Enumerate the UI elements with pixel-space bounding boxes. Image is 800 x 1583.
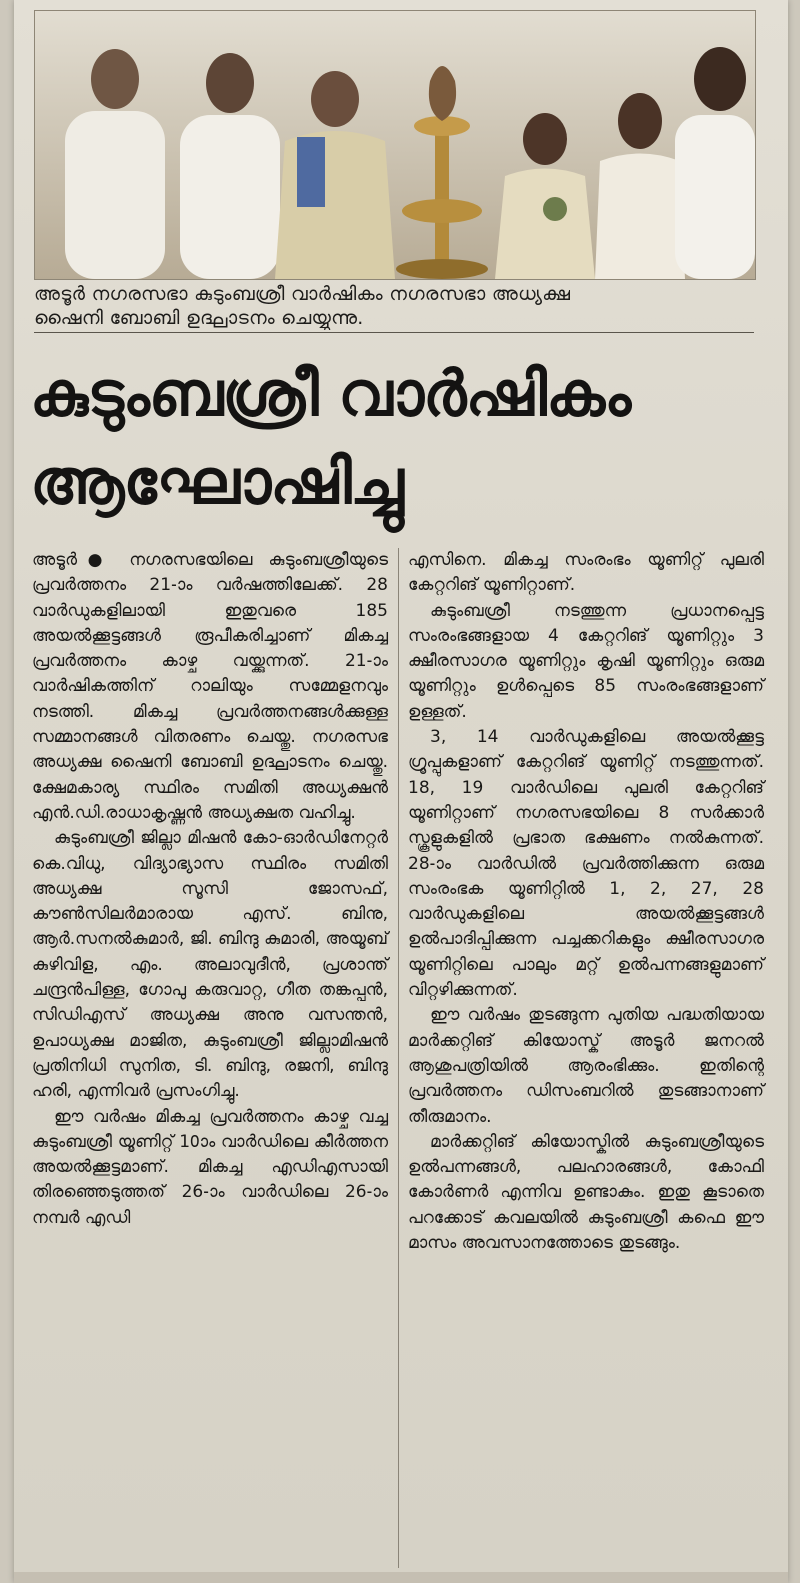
- headline-line-2: ആഘോഷിച്ചു: [30, 445, 403, 518]
- paragraph: കുടുംബശ്രീ ജില്ലാ മിഷൻ കോ-ഓർഡിനേറ്റർ കെ.വിധു, വിദ്യാഭ്യാസ സ്ഥിരം സമിതി അധ്യക്ഷ സൂസി ജോസഫ്, കൗൺസിലർമാരായ എസ്. ബിനു, ആർ.സനൽകുമാർ, ജി. ബിന്ദു കുമാരി, അയൂബ് കുഴിവിള, എം. അലാവുദീൻ, പ്രശാന്ത് ചന്ദ്രൻപിള്ള, ഗോപു കരുവാറ്റ, ഗീത തങ്കപ്പൻ, സിഡിഎസ് അധ്യക്ഷ അനു വസന്തൻ, ഉപാധ്യക്ഷ മാജിത, കുടുംബശ്രീ ജില്ലാമിഷൻ പ്രതിനിധി സുനിത, ടി. ബിന്ദു, രജനി, ബിന്ദു ഹരി, എന്നിവർ പ്രസംഗിച്ചു.: [32, 828, 388, 1102]
- caption-line-2: ഷൈനി ബോബി ഉദ്ഘാടനം ചെയ്യുന്നു.: [34, 307, 364, 329]
- paragraph: ഈ വർഷം മികച്ച പ്രവർത്തനം കാഴ്ച വച്ച കുടുംബശ്രീ യൂണിറ്റ് 10ാം വാർഡിലെ കീർത്തന അയൽക്കൂട്ടമാണ്. മികച്ച എഡിഎസായി തിരഞ്ഞെടുത്തത് 26-ാം വാർഡിലെ 26-ാം നമ്പർ എഡി: [32, 1106, 388, 1228]
- caption-line-1: അടൂർ നഗരസഭാ കുടുംബശ്രീ വാർഷികം നഗരസഭാ അധ്യക്ഷ: [34, 283, 571, 305]
- headline: [30, 350, 760, 526]
- column-divider: [398, 548, 399, 1568]
- article-column-right: [408, 548, 764, 1256]
- paragraph: മാർക്കറ്റിങ് കിയോസ്കിൽ കുടുംബശ്രീയുടെ ഉൽപന്നങ്ങൾ, പലഹാരങ്ങൾ, കോഫി കോർണർ എന്നിവ ഉണ്ടാകും. ഇതു കൂടാതെ പറക്കോട് കവലയിൽ കുടുംബശ്രീ കഫെ ഈ മാസം അവസാനത്തോടെ തുടങ്ങും.: [408, 1131, 764, 1254]
- photo-caption: [34, 282, 754, 333]
- paragraph: 3, 14 വാർഡുകളിലെ അയൽക്കൂട്ട ഗ്രൂപ്പുകളാണ് കേറ്ററിങ് യൂണിറ്റ് നടത്തുന്നത്. 18, 19 വാർഡിലെ പുലരി കേറ്ററിങ് യൂണിറ്റാണ് നഗരസഭയിലെ 8 സർക്കാർ സ്കൂളുകളിൽ പ്രഭാത ഭക്ഷണം നൽകുന്നത്. 28-ാം വാർഡിൽ പ്രവർത്തിക്കുന്ന ഒരുമ സംരംഭക യൂണിറ്റിൽ 1, 2, 27, 28 വാർഡുകളിലെ അയൽക്കൂട്ടങ്ങൾ ഉൽപാദിപ്പിക്കുന്ന പച്ചക്കറികളും ക്ഷീരസാഗര യൂണിറ്റിലെ പാലും മറ്റ് ഉൽപന്നങ്ങളുമാണ് വിറ്റഴിക്കുന്നത്.: [408, 727, 764, 1001]
- news-photo: [34, 10, 756, 280]
- paragraph: ഈ വർഷം തുടങ്ങുന്ന പുതിയ പദ്ധതിയായ മാർക്കറ്റിങ് കിയോസ്ക് അടൂർ ജനറൽ ആശുപത്രിയിൽ ആരംഭിക്കും. ഇതിന്റെ പ്രവർത്തനം ഡിസംബറിൽ തുടങ്ങാനാണ് തീരുമാനം.: [408, 1005, 764, 1127]
- paragraph: എസിനെ. മികച്ച സംരംഭം യൂണിറ്റ് പുലരി കേറ്ററിങ് യൂണിറ്റാണ്.: [408, 550, 764, 596]
- lamp-lighting-photo: [35, 11, 755, 279]
- article-column-left: [32, 548, 388, 1231]
- page-edge: [14, 1572, 788, 1583]
- headline-line-1: കുടുംബശ്രീ വാർഷികം: [30, 357, 631, 430]
- paragraph: കുടുംബശ്രീ നടത്തുന്ന പ്രധാനപ്പെട്ട സംരംഭങ്ങളായ 4 കേറ്ററിങ് യൂണിറ്റും 3 ക്ഷീരസാഗര യൂണിറ്റും കൃഷി യൂണിറ്റും ഒരുമ യൂണിറ്റും ഉൾപ്പെടെ 85 സംരംഭങ്ങളാണ് ഉള്ളത്.: [408, 600, 764, 722]
- paragraph: അടൂർ● നഗരസഭയിലെ കുടുംബശ്രീയുടെ പ്രവർത്തനം 21-ാം വർഷത്തിലേക്ക്. 28 വാർഡുകളിലായി ഇതുവരെ 185 അയൽക്കൂട്ടങ്ങൾ രൂപീകരിച്ചാണ് മികച്ച പ്രവർത്തനം കാഴ്ച വയ്ക്കുന്നത്. 21-ാം വാർഷികത്തിന് റാലിയും സമ്മേളനവും നടത്തി. മികച്ച പ്രവർത്തനങ്ങൾക്കുള്ള സമ്മാനങ്ങൾ വിതരണം ചെയ്തു. നഗരസഭ അധ്യക്ഷ ഷൈനി ബോബി ഉദ്ഘാടനം ചെയ്തു. ക്ഷേമകാര്യ സ്ഥിരം സമിതി അധ്യക്ഷൻ എൻ.ഡി.രാധാകൃഷ്ണൻ അധ്യക്ഷത വഹിച്ചു.: [32, 550, 388, 823]
